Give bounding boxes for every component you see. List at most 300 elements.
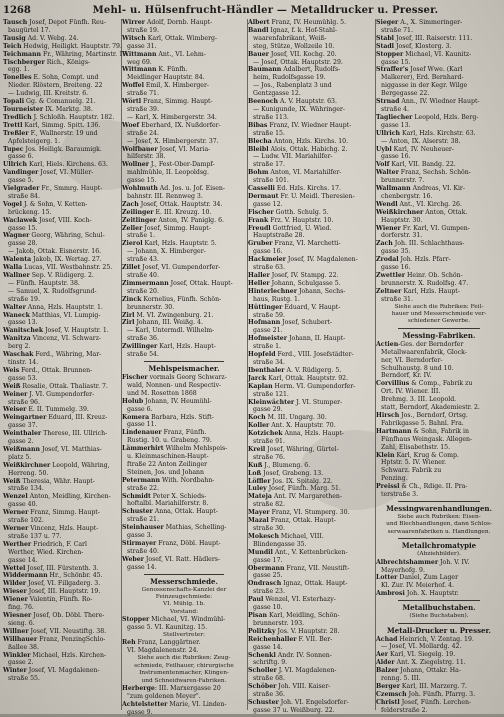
entry-name: Tupec xyxy=(3,145,24,153)
entry-continuation: Hptstr. 5. IV. Wiener. xyxy=(381,459,447,467)
entry-continuation: straße 40. xyxy=(127,547,159,555)
entry-name: Treßler xyxy=(3,129,29,137)
entry-name: Zeilinger xyxy=(122,208,154,216)
entry-name: Balzer xyxy=(376,667,399,675)
entry-name: Woef xyxy=(122,121,140,129)
entry-details: Leopold, Hzls. Berg- xyxy=(412,113,479,121)
entry-name: Schenkl xyxy=(248,651,276,659)
entry-continuation: fing. 76. xyxy=(8,604,34,612)
entry-name: Bandl xyxy=(248,26,269,34)
entry-details: Herm. VI. Gumpendorfer- xyxy=(272,382,356,390)
directory-entry xyxy=(3,462,120,470)
entry-name: Mokesch xyxy=(248,532,279,540)
directory-entry xyxy=(376,240,502,248)
directory-entry xyxy=(122,209,246,217)
directory-entry xyxy=(3,256,120,264)
entry-name: Albrechtshammer xyxy=(376,558,439,566)
entry-details: Karl, Meidling, Schön- xyxy=(267,611,340,619)
entry-name: Wieser xyxy=(3,588,27,596)
entry-name: Mateja xyxy=(248,493,272,501)
entry-details: Franz, Simmg. Haupt- xyxy=(28,509,100,517)
directory-entry xyxy=(248,549,374,557)
entry-name: Haller xyxy=(248,272,270,279)
entry-continuation: straße 121. xyxy=(253,390,289,398)
entry-name: Ondrasch xyxy=(248,580,282,588)
directory-entry xyxy=(3,391,120,399)
entry-name: Kuß xyxy=(248,461,263,469)
entry-details: Anton, Meidling, Kirchen- xyxy=(27,493,111,501)
entry-continuation: gasse 14. xyxy=(8,556,38,564)
entry-name: Wallmann xyxy=(376,185,411,193)
entry-name: Schmidt xyxy=(122,492,151,500)
entry-continuation: straße 43. xyxy=(127,256,159,264)
directory-entry xyxy=(122,225,246,233)
entry-details: Gg. & Comanuelg. 21. xyxy=(24,98,96,106)
directory-entry xyxy=(376,683,502,691)
directory-entry xyxy=(3,232,120,240)
entry-details: Ferd., Ottak. Brunnen- xyxy=(19,366,93,374)
entry-name: Corvillius xyxy=(376,380,410,388)
directory-entry xyxy=(122,540,246,548)
entry-continuation: gasse 14. xyxy=(253,643,283,651)
directory-entry xyxy=(376,201,502,209)
entry-details: Joh. Hzls. Pfarr- xyxy=(398,256,451,264)
directory-entry xyxy=(376,380,502,388)
directory-entry xyxy=(3,304,120,312)
entry-continuation: straße 71. xyxy=(127,90,159,98)
entry-name: Lotter xyxy=(376,574,398,582)
entry-continuation: und M. Rosetten 1868 xyxy=(127,389,197,397)
entry-details: Josef, Ottak. Hauptstr. 34. xyxy=(138,200,223,208)
entry-details: M. VI. Zwingenburg. 21. xyxy=(134,311,214,319)
directory-entry xyxy=(376,19,502,27)
entry-name: Bohm xyxy=(248,169,269,177)
entry-continuation: straße 102. xyxy=(8,517,44,525)
directory-entry xyxy=(122,122,246,130)
entry-details: Ant. IV. Margarethen- xyxy=(271,493,342,501)
entry-name: Wettel xyxy=(3,564,26,572)
directory-entry xyxy=(122,296,246,304)
entry-continuation: Mayerhofg. 9. xyxy=(381,566,425,574)
entry-name: Kaplan xyxy=(248,382,273,390)
entry-name: Schuster xyxy=(122,508,153,516)
directory-entry xyxy=(3,19,120,27)
entry-continuation: felderstraße 2. xyxy=(381,706,428,714)
directory-entry xyxy=(122,66,246,74)
entry-name: Weißkirchner xyxy=(3,461,51,469)
entry-name: Wallner xyxy=(3,272,30,279)
directory-entry xyxy=(122,556,246,564)
entry-continuation: gasse 37 u. Weißburg. 22. xyxy=(253,706,335,714)
entry-details: Franz, IV. Heumühlg. 5. xyxy=(269,19,347,26)
entry-name: Wanitschek xyxy=(3,327,44,335)
directory-entry xyxy=(122,280,246,288)
directory-entry xyxy=(3,406,120,414)
directory-entry xyxy=(122,414,246,422)
entry-details: Joh. V. IV. xyxy=(438,558,470,566)
entry-details: Wilhelm Mehlspeis- xyxy=(163,445,228,453)
entry-name: Hofmeister xyxy=(248,335,288,343)
entry-continuation: weg 69. xyxy=(127,58,152,66)
directory-entry xyxy=(3,478,120,486)
entry-name: Walla xyxy=(3,264,23,272)
entry-details: Theresia, Währ. Haupt- xyxy=(20,477,95,485)
entry-name: Ibenthaler xyxy=(248,366,285,374)
section-rule xyxy=(398,623,480,624)
section-rule xyxy=(144,574,224,575)
entry-name: Albert xyxy=(248,19,270,26)
section-note: und Blechhandlungen, dann Schlos- xyxy=(386,521,492,528)
entry-continuation: Fünfhaus Weingask. Allegen- xyxy=(381,435,473,443)
entry-details: Ignaz, Ottak. Haupt- xyxy=(281,580,348,588)
directory-entry xyxy=(248,66,374,74)
section-note: Siehe auch Rubriken: Eisen- xyxy=(397,513,481,520)
entry-continuation: statt, Berndorf, Akademiestr. 2. xyxy=(381,404,480,412)
entry-details: Karl, Ottak. Wimberg- xyxy=(145,34,218,42)
entry-details: Johann, Sechs- xyxy=(297,287,346,295)
entry-details: Karl, Hzls. Kirchstr. 63. xyxy=(399,129,476,137)
entry-details: Anton, Hzls. Kirchs. 10. xyxy=(271,137,349,145)
entry-continuation: straße 22. xyxy=(127,484,159,492)
entry-name: Witsch xyxy=(122,34,146,42)
entry-details: Franz, Langgärtner. xyxy=(135,639,201,647)
directory-entry xyxy=(376,590,502,598)
directory-entry xyxy=(3,312,120,320)
entry-details: Michael, VI. Windmühl- xyxy=(149,616,226,624)
entry-continuation: straße 134. xyxy=(8,485,44,493)
entry-details: Eberhard, IX. Nußdorfer- xyxy=(139,121,221,129)
entry-continuation: straße 137 u. 77. xyxy=(8,532,62,540)
directory-entry xyxy=(122,701,246,709)
entry-continuation: straße 1. xyxy=(253,343,281,351)
directory-entry xyxy=(248,399,374,407)
entry-name: Steinhauser xyxy=(122,524,164,532)
directory-entry xyxy=(248,383,374,391)
entry-continuation: brunnerstr. 193. xyxy=(253,619,305,627)
entry-details: Anton, IV. Paniglg. 6. xyxy=(156,216,224,224)
entry-name: Actien xyxy=(376,340,399,348)
entry-name: Hirsch xyxy=(376,412,400,419)
entry-details: Kornelius, Fünfh. Schön- xyxy=(141,295,222,303)
section-note: und Schneidwaren-Fabriken. xyxy=(141,677,227,684)
entry-name: Weißkirchner xyxy=(376,208,424,216)
entry-details: Fr. Karl, VI. Gumpen- xyxy=(400,224,470,232)
entry-details: Eduard, III. Kreuz- xyxy=(46,414,108,422)
entry-details: Josef, VI. Magdalenen- xyxy=(26,667,100,675)
directory-entry xyxy=(376,659,502,667)
directory-entry xyxy=(376,66,502,74)
entry-continuation: schriftg. 9. xyxy=(253,659,288,667)
entry-name: Werther xyxy=(3,540,32,548)
section-rule xyxy=(144,361,224,362)
directory-entry xyxy=(248,280,374,288)
directory-entry xyxy=(3,130,120,138)
entry-details: F., Wallnerstr. 19 und xyxy=(28,129,98,137)
entry-details: Josef, Fünfh. Marg. 51. xyxy=(266,485,341,493)
directory-entry xyxy=(376,161,502,169)
directory-entry xyxy=(248,596,374,604)
entry-details: Daniel, Zum Lager xyxy=(397,574,459,582)
entry-name: Vogel xyxy=(3,200,22,208)
entry-continuation: Malkerer), Erd. Bernhard- xyxy=(381,74,464,82)
entry-details: Michael, VI. Kaunitz- xyxy=(403,50,472,58)
entry-continuation: gasse 5. VI. Kaunitzg. 15. xyxy=(127,624,208,632)
entry-details: Josef, VI. Matthias- xyxy=(40,445,102,453)
entry-name: Sieger xyxy=(376,19,399,26)
entry-details: A., X. Simmeringer- xyxy=(398,19,463,26)
entry-continuation: Rustig. 10. u. Grabeng. 79. xyxy=(127,437,212,445)
directory-entry xyxy=(376,272,502,280)
entry-continuation: Apfelsteigerg. 1. xyxy=(8,137,61,145)
entry-continuation: gasse 35. xyxy=(381,248,411,256)
entry-continuation: terstraße 3. xyxy=(381,491,419,499)
section-note: Siehe auch die Rubriken: Zeug- xyxy=(137,655,231,662)
entry-name: Mundil xyxy=(248,548,273,556)
entry-name: Alder xyxy=(376,659,395,667)
entry-continuation: straße 24. xyxy=(127,129,159,137)
entry-name: Lämmerhirt xyxy=(122,445,164,453)
entry-details: Jos. V. Hauptstr. 28. xyxy=(275,627,340,635)
entry-details: J. & Sohn, V. Ketten- xyxy=(21,200,88,208)
entry-name: Dermaut xyxy=(248,192,279,200)
entry-name: Casselli xyxy=(248,185,275,193)
directory-entry xyxy=(248,98,374,106)
directory-entry xyxy=(122,429,246,437)
directory-entry xyxy=(3,43,120,51)
directory-entry xyxy=(376,574,502,582)
directory-entry xyxy=(376,341,502,349)
directory-entry xyxy=(248,493,374,501)
entry-name: Wirrer xyxy=(122,19,145,26)
entry-name: Lindenauer xyxy=(122,429,162,437)
entry-details: Sep. V. Rüdigerg. 2. xyxy=(29,272,94,279)
entry-continuation: "zum goldenen Meyer". xyxy=(127,692,201,700)
entry-continuation: Metallwaarenfabrik, Glock- xyxy=(381,348,467,356)
entry-details: Leopold, Währing, xyxy=(50,461,110,469)
entry-name: Teich xyxy=(3,42,22,50)
entry-details: Franz, Sechsh. Schön- xyxy=(398,169,471,177)
section-note: hauer und Messerschmiede ver- xyxy=(391,311,487,318)
directory-entry xyxy=(122,685,246,693)
entry-details: J. VI. Magdalenen- xyxy=(276,667,337,675)
entry-details: Franz, Simmg. Haupt- xyxy=(141,98,213,106)
entry-details: & Sohn, Fabrik in xyxy=(411,427,469,435)
entry-name: Frank xyxy=(248,216,269,224)
entry-name: Wilder xyxy=(3,580,27,588)
entry-details: IX. Marktg. 38. xyxy=(43,105,93,113)
directory-entry xyxy=(3,35,120,43)
entry-name: Weis xyxy=(3,366,20,374)
entry-name: Wiesner xyxy=(3,611,32,619)
entry-details: Josef, VI. Gumpendorfer- xyxy=(140,264,221,272)
directory-entry xyxy=(376,146,502,154)
entry-name: Freudl xyxy=(248,224,271,232)
entry-name: Weiner xyxy=(3,390,28,398)
directory-entry xyxy=(376,209,502,217)
section-heading: Metallbuchstaben. xyxy=(402,603,476,613)
entry-details: E. Sohn, Compt. und xyxy=(31,74,99,82)
entry-continuation: straße 55. xyxy=(8,675,40,683)
entry-continuation: gasse 9. xyxy=(127,708,153,716)
entry-name: Wittmann xyxy=(122,66,157,74)
entry-name: Kleinwächter xyxy=(248,398,295,406)
entry-details: Josef, III. Hauptstr. 19. xyxy=(26,588,101,596)
entry-name: Vielgrader xyxy=(3,185,40,193)
entry-name: Wolfbauer xyxy=(122,145,158,153)
entry-name: Zirl xyxy=(122,319,135,327)
entry-details: Fr., Smmrg. Haupt- xyxy=(39,185,103,193)
entry-name: Vandinger xyxy=(3,169,39,177)
entry-name: Hofmann xyxy=(248,319,281,327)
entry-continuation: — Josef, Ottak. Hauptstr. 29. xyxy=(253,58,343,66)
entry-continuation: gasse 12. xyxy=(253,200,283,208)
entry-details: Franz, Ottak. Haupt- xyxy=(268,517,336,525)
page-number: 1268 xyxy=(3,4,31,16)
directory-entry xyxy=(248,414,374,422)
entry-details: Adalbert, Rudolfs- xyxy=(281,66,341,74)
entry-name: Widdermann xyxy=(3,572,48,580)
directory-entry xyxy=(248,240,374,248)
entry-name: Waneck xyxy=(3,311,30,319)
entry-continuation: — Samuel, X. Rudolfsgrund- xyxy=(8,287,97,295)
section-note: schmiede, Feilhauer, chirurgische xyxy=(134,662,234,669)
entry-name: Stopper xyxy=(122,616,150,624)
directory-entry xyxy=(3,596,120,604)
entry-continuation: platz 5. xyxy=(8,453,32,461)
entry-name: Zirl xyxy=(122,311,135,319)
entry-name: Koch xyxy=(248,414,266,422)
directory-entry xyxy=(248,256,374,264)
entry-details: Ant., VI. Kirchg. 26. xyxy=(397,200,462,208)
entry-name: Uybl xyxy=(376,145,392,153)
section-note: serwaarenfabriken u. Handlungen. xyxy=(387,528,491,535)
entry-continuation: Meidlinger Hauptstr. 84. xyxy=(127,74,205,82)
entry-details: Gottfried, U. Wied. xyxy=(270,224,332,232)
section-note: schiedener Gewerbe. xyxy=(407,318,471,325)
entry-continuation: gasse 13. xyxy=(381,121,411,129)
directory-entry xyxy=(122,616,246,624)
directory-entry xyxy=(3,565,120,573)
section-note: Genossenschafts-Kanzlei der xyxy=(141,586,227,593)
entry-details: Vincenz, VI. Schwarz- xyxy=(30,335,102,343)
directory-entry xyxy=(3,493,120,501)
directory-entry xyxy=(248,462,374,470)
entry-name: Wiener xyxy=(376,224,401,232)
entry-details: Marie, VI. Linden- xyxy=(167,700,227,708)
directory-entry xyxy=(3,272,120,280)
entry-details: Karl, VII. Bandg. 22. xyxy=(389,161,456,169)
entry-continuation: Herreng. 50. xyxy=(8,469,49,477)
entry-continuation: — Ludw. VII. Mariahilfer- xyxy=(253,153,333,161)
entry-continuation: straße 20. xyxy=(127,287,159,295)
entry-continuation: gasse 6. xyxy=(8,153,34,161)
directory-entry xyxy=(3,628,120,636)
entry-details: & Ch., Rdige. II. Pra- xyxy=(399,483,468,491)
entry-details: Ad. Jos. u. Jof. Eisen- xyxy=(157,185,226,193)
entry-continuation: — Fünfh. Hauptstr. 38. xyxy=(8,279,80,287)
entry-details: Ferd., Währing, Mar- xyxy=(33,351,102,359)
page-header xyxy=(3,3,500,17)
entry-continuation: — Kunigunde, IX. Währinger- xyxy=(253,105,345,113)
entry-continuation: straße 68. xyxy=(253,675,285,683)
entry-details: Gotth. Schulg. 5. xyxy=(273,208,329,216)
directory-entry xyxy=(3,335,120,343)
directory-entry xyxy=(122,185,246,193)
entry-name: Winkler xyxy=(3,651,31,659)
entry-name: Winter xyxy=(3,667,27,675)
entry-name: Aer xyxy=(376,651,388,659)
section-rule xyxy=(398,538,480,539)
entry-name: Schöber xyxy=(248,683,277,691)
entry-name: Wanitza xyxy=(3,335,31,343)
entry-continuation: straße 84. xyxy=(8,192,40,200)
directory-entry xyxy=(376,114,502,122)
directory-entry xyxy=(248,446,374,454)
section-rule xyxy=(398,501,480,502)
entry-details: Emil, X. Himberger- xyxy=(143,82,210,90)
directory-column-3 xyxy=(248,19,374,712)
entry-continuation: straße 34. xyxy=(253,358,285,366)
entry-continuation: straße 1. xyxy=(127,232,155,240)
entry-name: Pisan xyxy=(248,611,267,619)
entry-name: Loß xyxy=(248,469,262,477)
entry-name: Zillet xyxy=(122,264,141,272)
entry-details: Ed. Hzls. Kirchs. 17. xyxy=(274,185,341,193)
entry-details: Ant., VI. Lehm- xyxy=(156,50,206,58)
entry-continuation: gasse 6. xyxy=(127,405,153,413)
entry-name: Wiener xyxy=(3,596,28,604)
entry-details: Josef, Simmg. Haupt- xyxy=(142,224,211,232)
entry-details: Friedrich, F. Carl xyxy=(31,540,87,548)
entry-continuation: ßallee 38. xyxy=(8,643,39,651)
entry-name: Hartmann xyxy=(376,427,412,435)
section-note: Feinzeugschmiede: xyxy=(155,594,213,601)
entry-details: Josef, VII. Neustiftg. 38. xyxy=(28,627,107,635)
directory-entry xyxy=(376,51,502,59)
directory-entry xyxy=(122,82,246,90)
entry-name: Heller xyxy=(248,279,270,287)
directory-entry xyxy=(3,50,129,59)
entry-details: Karl, VI. Siegelg. 19. xyxy=(388,651,456,659)
entry-name: Zierol xyxy=(122,240,143,248)
entry-details: Karl, Hiels. Kirchens. 63. xyxy=(26,161,108,169)
directory-entry xyxy=(248,19,374,27)
entry-continuation: gasse 10. xyxy=(253,604,283,612)
directory-entry xyxy=(122,524,246,532)
directory-entry xyxy=(248,146,374,154)
entry-continuation: gasse 16. xyxy=(381,264,411,272)
entry-details: Franz, IV. Wiedner Haupt- xyxy=(267,121,352,129)
entry-details: Josef, Schubert- xyxy=(280,319,333,327)
entry-details: Ant., V. Kettenbrücken- xyxy=(272,548,348,556)
entry-name: Woffel xyxy=(122,82,144,90)
directory-entry xyxy=(3,636,120,644)
entry-details: Ignaz, f. k. Hof-Stahl- xyxy=(268,26,338,34)
directory-entry xyxy=(248,367,374,375)
entry-details: Jos. Heiligk. Baraumigk. xyxy=(23,145,102,153)
entry-continuation: haus, Rustg. 1. xyxy=(253,295,300,303)
directory-entry xyxy=(248,699,374,707)
entry-continuation: straße 82. xyxy=(253,501,285,509)
directory-entry xyxy=(3,525,120,533)
entry-name: Wagner xyxy=(3,232,30,240)
directory-entry xyxy=(248,209,374,217)
directory-entry xyxy=(122,146,246,154)
entry-name: Topali xyxy=(3,98,25,106)
entry-name: Hinterlechner xyxy=(248,287,297,295)
entry-continuation: Berndorf, Kr. IV. xyxy=(381,372,432,380)
directory-entry xyxy=(3,74,120,82)
